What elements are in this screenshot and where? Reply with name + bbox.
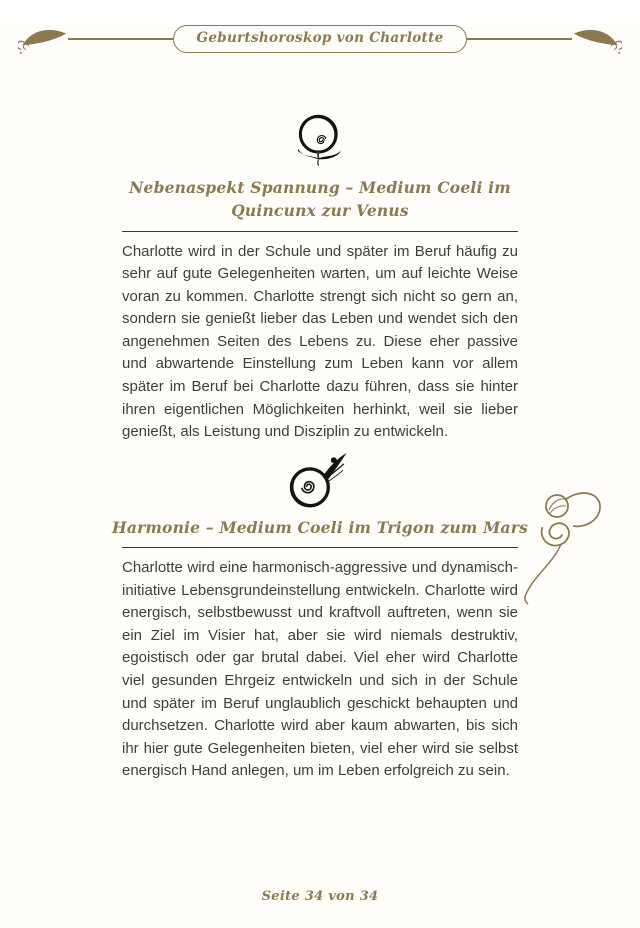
page-title (173, 25, 466, 53)
section-rule (122, 547, 518, 548)
page-title-label: Geburtshoroskop von Charlotte (196, 30, 444, 46)
mars-ornament-icon (285, 450, 355, 510)
header-rule-right (467, 38, 572, 40)
section-rule (122, 231, 518, 232)
header-rule-left (68, 38, 173, 40)
section-heading: Nebenaspekt Spannung – Medium Coeli im Quincunx zur Venus (129, 178, 511, 221)
section-paragraph: Charlotte wird in der Schule und später im Beruf häufig zu sehr auf gute Gelegenheiten warten, um auf leichte Weise voran zu kommen. Charlotte strengt sich nicht so gern an, sondern sie genießt lieber das Leben und wendet sich den angenehmen Seiten des Lebens zu. Diese eher passive und abwartende Einstellung zum Leben kann vor allem später im Beruf bei Charlotte dazu führen, dass sie hinter ihren eigentlichen Möglichkeiten herhinkt, weil sie lieber genießt, als Leistung und Disziplin zu entwickeln. (122, 242, 518, 441)
venus-ornament-icon (292, 112, 348, 170)
leaf-flourish-right-icon (572, 22, 622, 56)
page-header (0, 22, 640, 56)
section-venus (0, 112, 640, 444)
section-heading: Harmonie – Medium Coeli im Trigon zum Mars (111, 517, 529, 537)
leaf-flourish-left-icon (18, 22, 68, 56)
page-number: Seite 34 von 34 (261, 889, 379, 904)
page-footer (0, 889, 640, 904)
swirl-flourish-icon (516, 484, 608, 606)
section-paragraph: Charlotte wird eine harmonisch-aggressive und dynamisch-initiative Lebensgrundeinstellung entwickeln. Charlotte wird energisch, selbstbewusst und kraftvoll auftreten, wenn sie ein Ziel im Visier hat, aber sie wird niemals destruktiv, egoistisch oder gar brutal dabei. Viel eher wird Charlotte viel gesunden Ehrgeiz entwickeln und sich in der Schule und später im Beruf unglaublich geschickt behaupten und durchsetzen. Charlotte wird aber kaum abwarten, bis sich ihr hier gute Gelegenheiten bieten, viel eher wird sie selbst energisch Hand anlegen, um im Leben erfolgreich zu sein. (122, 559, 518, 780)
